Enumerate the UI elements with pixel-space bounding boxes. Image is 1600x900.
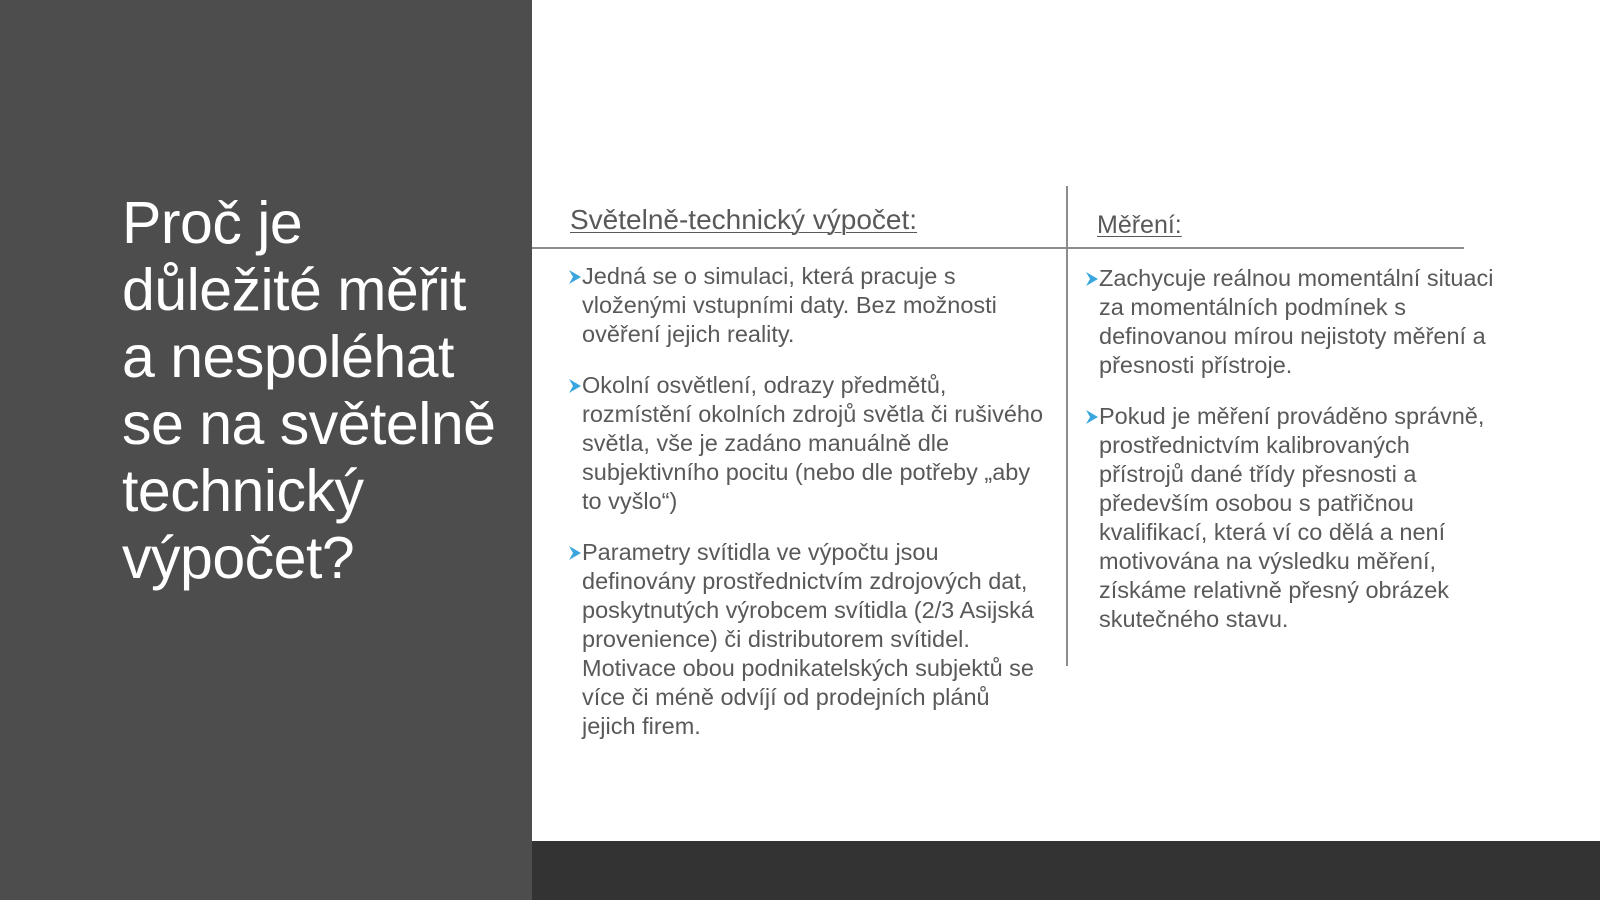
bullet-text: Zachycuje reálnou momentální situaci za momentálních podmínek s definovanou mírou nejistoty měření a přesnosti přístroje. bbox=[1099, 265, 1494, 378]
arrowhead-bullet-icon bbox=[568, 378, 582, 394]
list-item bbox=[1087, 402, 1499, 634]
bullet-text: Parametry svítidla ve výpočtu jsou definovány prostřednictvím zdrojových dat, poskytnutých výrobcem svítidla (2/3 Asijská provenience) či distributorem svítidel. Motivace obou podnikatelských subjektů se více či méně odvíjí od prodejních plánů jejich firem. bbox=[582, 539, 1034, 739]
measurement-bullet-list bbox=[1087, 264, 1499, 656]
column-divider bbox=[1066, 186, 1068, 666]
list-item bbox=[1087, 264, 1499, 380]
arrowhead-bullet-icon bbox=[1085, 271, 1099, 287]
list-item bbox=[570, 371, 1045, 516]
bullet-text: Pokud je měření prováděno správně, prostřednictvím kalibrovaných přístrojů dané třídy přesnosti a především osobou s patřičnou kvalifikací, která ví co dělá a není motivována na výsledku měření, získáme relativně přesný obrázek skutečného stavu. bbox=[1099, 403, 1485, 632]
slide-title: Proč je důležité měřit a nespoléhat se na světelně technický výpočet? bbox=[122, 190, 496, 591]
arrowhead-bullet-icon bbox=[568, 545, 582, 561]
arrowhead-bullet-icon bbox=[568, 269, 582, 285]
right-heading-rule bbox=[1068, 247, 1464, 249]
left-heading-rule bbox=[532, 247, 1067, 249]
bullet-text: Okolní osvětlení, odrazy předmětů, rozmístění okolních zdrojů světla či rušivého světla, vše je zadáno manuálně dle subjektivního pocitu (nebo dle potřeby „aby to vyšlo“) bbox=[582, 372, 1044, 514]
calculation-heading: Světelně-technický výpočet: bbox=[570, 204, 918, 235]
footer-bar bbox=[532, 841, 1600, 900]
list-item bbox=[570, 538, 1045, 741]
list-item bbox=[570, 262, 1045, 349]
title-panel bbox=[0, 0, 532, 900]
measurement-heading: Měření: bbox=[1097, 211, 1182, 239]
calculation-bullet-list bbox=[570, 262, 1045, 763]
arrowhead-bullet-icon bbox=[1085, 409, 1099, 425]
bullet-text: Jedná se o simulaci, která pracuje s vloženými vstupními daty. Bez možnosti ověření jejich reality. bbox=[582, 263, 997, 347]
